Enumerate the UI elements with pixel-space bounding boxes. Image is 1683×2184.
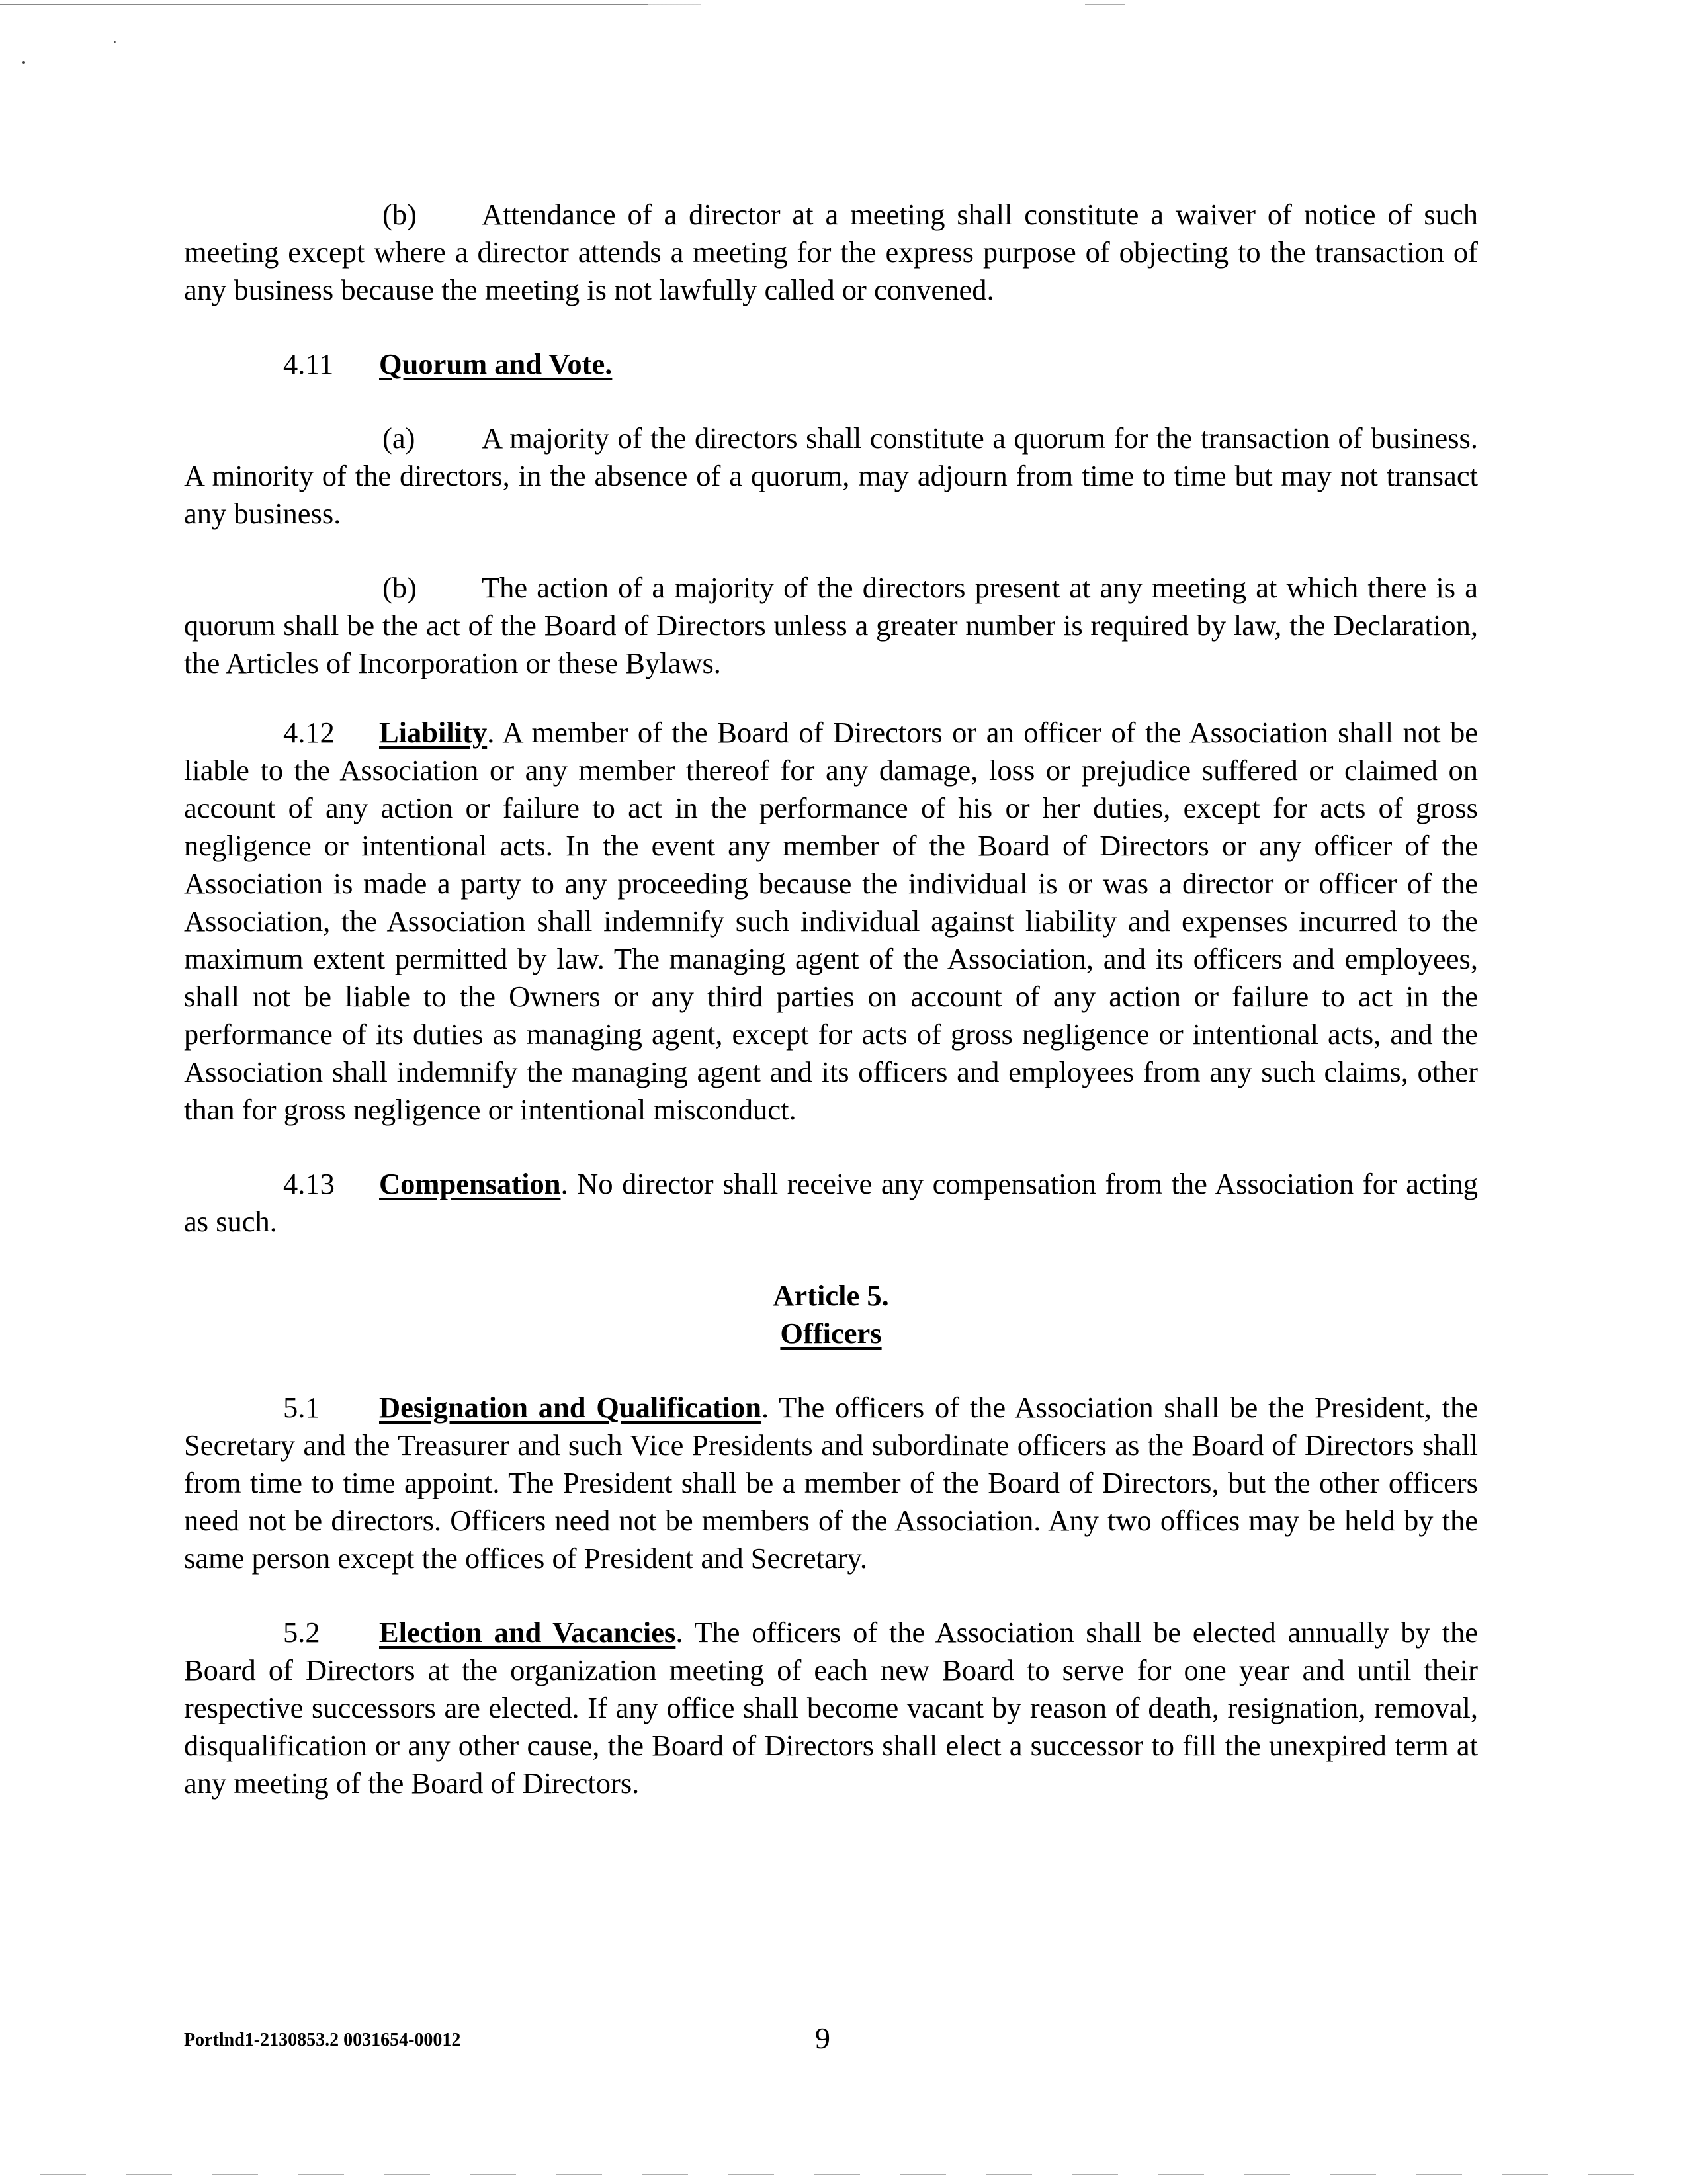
section-number: 4.13 [283, 1167, 335, 1200]
paragraph-text: . No director shall receive any compensation from the Association for acting as such. [184, 1167, 1478, 1238]
subsection-letter: (a) [382, 421, 415, 455]
section-title: Designation and Qualification [379, 1391, 762, 1424]
paragraph-text: A majority of the directors shall constitute a quorum for the transaction of business. A minority of the directors, in the absence of a quorum, may adjourn from time to time but may not transact any business. [184, 421, 1478, 530]
page-number: 9 [815, 2021, 830, 2055]
section-4-11-heading [184, 345, 1478, 383]
paragraph-text: The action of a majority of the directors present at any meeting at which there is a quorum shall be the act of the Board of Directors unless a greater number is required by law, the Declaration, the Articles of Incorporation or these Bylaws. [184, 571, 1478, 679]
section-title: Election and Vacancies [379, 1616, 676, 1649]
paragraph-text: Attendance of a director at a meeting shall constitute a waiver of notice of such meeting except where a director attends a meeting for the express purpose of objecting to the transaction of any business because the meeting is not lawfully called or convened. [184, 198, 1478, 306]
section-4-13 [184, 1165, 1478, 1241]
article-label: Article 5. [773, 1279, 889, 1312]
paragraph-4-10-b [184, 196, 1478, 309]
subsection-letter: (b) [382, 198, 417, 231]
section-number: 5.1 [283, 1391, 320, 1424]
paragraph-4-11-a [184, 419, 1478, 533]
section-number: 4.11 [283, 347, 334, 380]
article-title [184, 1315, 1478, 1352]
paragraph-text: . A member of the Board of Directors or an officer of the Association shall not be liable to the Association or any member thereof for any damage, loss or prejudice suffered or claimed on account of any action or failure to act in the performance of his or her duties, except for acts of gross negligence or intentional acts. In the event any member of the Board of Directors or any officer of the Association is made a party to any proceeding because the individual is or was a director or officer of the Association, the Association shall indemnify such individual against liability and expenses incurred to the maximum extent permitted by law. The managing agent of the Association, and its officers and employees, shall not be liable to the Owners or any third parties on account of any action or failure to act in the performance of its duties as managing agent, except for acts of gross negligence or intentional acts, and the Association shall indemnify the managing agent and its officers and employees from any such claims, other than for gross negligence or intentional misconduct. [184, 716, 1478, 1126]
paragraph-text: . The officers of the Association shall be elected annually by the Board of Directors at the organization meeting of each new Board to serve for one year and until their respective successors are elected. If any office shall become vacant by reason of death, resignation, removal, disqualification or any other cause, the Board of Directors shall elect a successor to fill the unexpired term at any meeting of the Board of Directors. [184, 1616, 1478, 1800]
section-4-12 [184, 714, 1478, 1129]
section-title: Quorum and Vote. [379, 347, 613, 380]
document-id: Portlnd1-2130853.2 0031654-00012 [184, 2030, 461, 2050]
page-body [184, 196, 1478, 1802]
article-title-text: Officers [780, 1317, 882, 1350]
subsection-letter: (b) [382, 571, 417, 604]
paragraph-text: . The officers of the Association shall be the President, the Secretary and the Treasurer and such Vice Presidents and subordinate officers as the Board of Directors shall from time to time appoint. The President shall be a member of the Board of Directors, but the other officers need not be directors. Officers need not be members of the Association. Any two offices may be held by the same person except the offices of President and Secretary. [184, 1391, 1479, 1575]
scan-speck [22, 61, 25, 64]
scan-speck [114, 41, 116, 43]
section-title: Liability [379, 716, 488, 749]
paragraph-4-11-b [184, 569, 1478, 682]
scan-artifact-bottom [40, 2174, 1641, 2175]
section-5-2 [184, 1614, 1478, 1802]
section-5-1 [184, 1389, 1478, 1577]
section-number: 5.2 [283, 1616, 320, 1649]
section-number: 4.12 [283, 716, 335, 749]
section-title: Compensation [379, 1167, 561, 1200]
scan-artifact-top [0, 4, 1683, 5]
